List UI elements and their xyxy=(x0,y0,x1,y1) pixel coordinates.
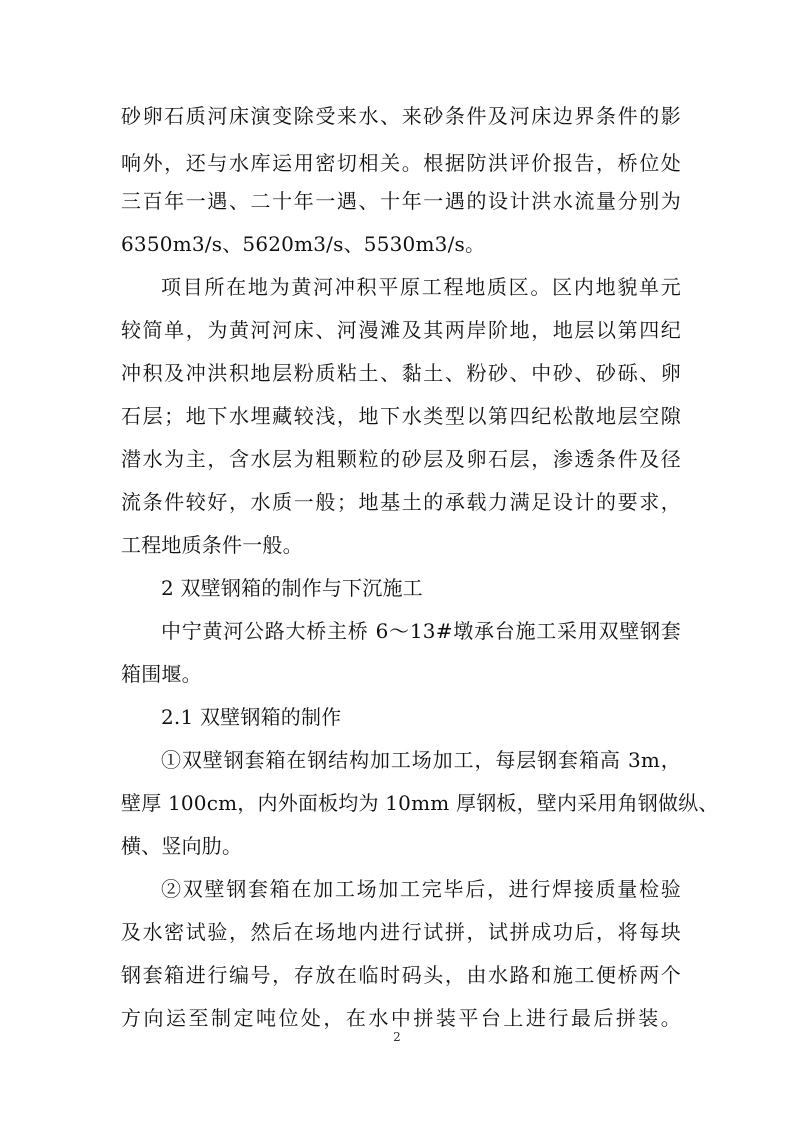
text-line: 冲积及冲洪积地层粉质粘土、黏土、粉砂、中砂、砂砾、卵 xyxy=(121,361,681,385)
page-number: 2 xyxy=(393,1030,401,1044)
text-line: 6350m3/s、5620m3/s、5530m3/s。 xyxy=(121,232,486,256)
text-line: 箱围堰。 xyxy=(121,662,202,686)
text-line: 石层；地下水埋藏较浅，地下水类型以第四纪松散地层空隙 xyxy=(121,404,681,428)
text-line: 工程地质条件一般。 xyxy=(121,533,303,557)
list-item-text: 壁厚 100cm，内外面板均为 10mm 厚钢板，壁内采用角钢做纵、 xyxy=(121,791,719,815)
text-line: 三百年一遇、二十年一遇、十年一遇的设计洪水流量分别为 xyxy=(121,189,681,213)
list-item-text: 方向运至制定吨位处，在水中拼装平台上进行最后拼装。 xyxy=(121,1006,681,1030)
list-item-text: 横、竖向肋。 xyxy=(121,834,243,858)
list-item-text: 钢套箱进行编号，存放在临时码头，由水路和施工便桥两个 xyxy=(121,963,681,987)
text-line: 项目所在地为黄河冲积平原工程地质区。区内地貌单元 xyxy=(161,275,681,299)
text-line: 响外，还与水库运用密切相关。根据防洪评价报告，桥位处 xyxy=(121,151,681,175)
list-item-text: ②双壁钢套箱在加工场加工完毕后，进行焊接质量检验 xyxy=(161,877,681,901)
text-line: 砂卵石质河床演变除受来水、来砂条件及河床边界条件的影 xyxy=(121,104,681,128)
section-heading: 2 双壁钢箱的制作与下沉施工 xyxy=(161,576,423,600)
text-line: 潜水为主，含水层为粗颗粒的砂层及卵石层，渗透条件及径 xyxy=(121,447,681,471)
list-item-text: 及水密试验，然后在场地内进行试拼，试拼成功后，将每块 xyxy=(121,920,681,944)
list-item-text: ①双壁钢套箱在钢结构加工场加工，每层钢套箱高 3m， xyxy=(161,748,681,772)
text-line: 中宁黄河公路大桥主桥 6～13#墩承台施工采用双壁钢套 xyxy=(161,619,681,643)
text-line: 流条件较好，水质一般；地基土的承载力满足设计的要求， xyxy=(121,490,681,514)
text-line: 较简单，为黄河河床、河漫滩及其两岸阶地，地层以第四纪 xyxy=(121,318,681,342)
subsection-heading: 2.1 双壁钢箱的制作 xyxy=(161,705,342,729)
